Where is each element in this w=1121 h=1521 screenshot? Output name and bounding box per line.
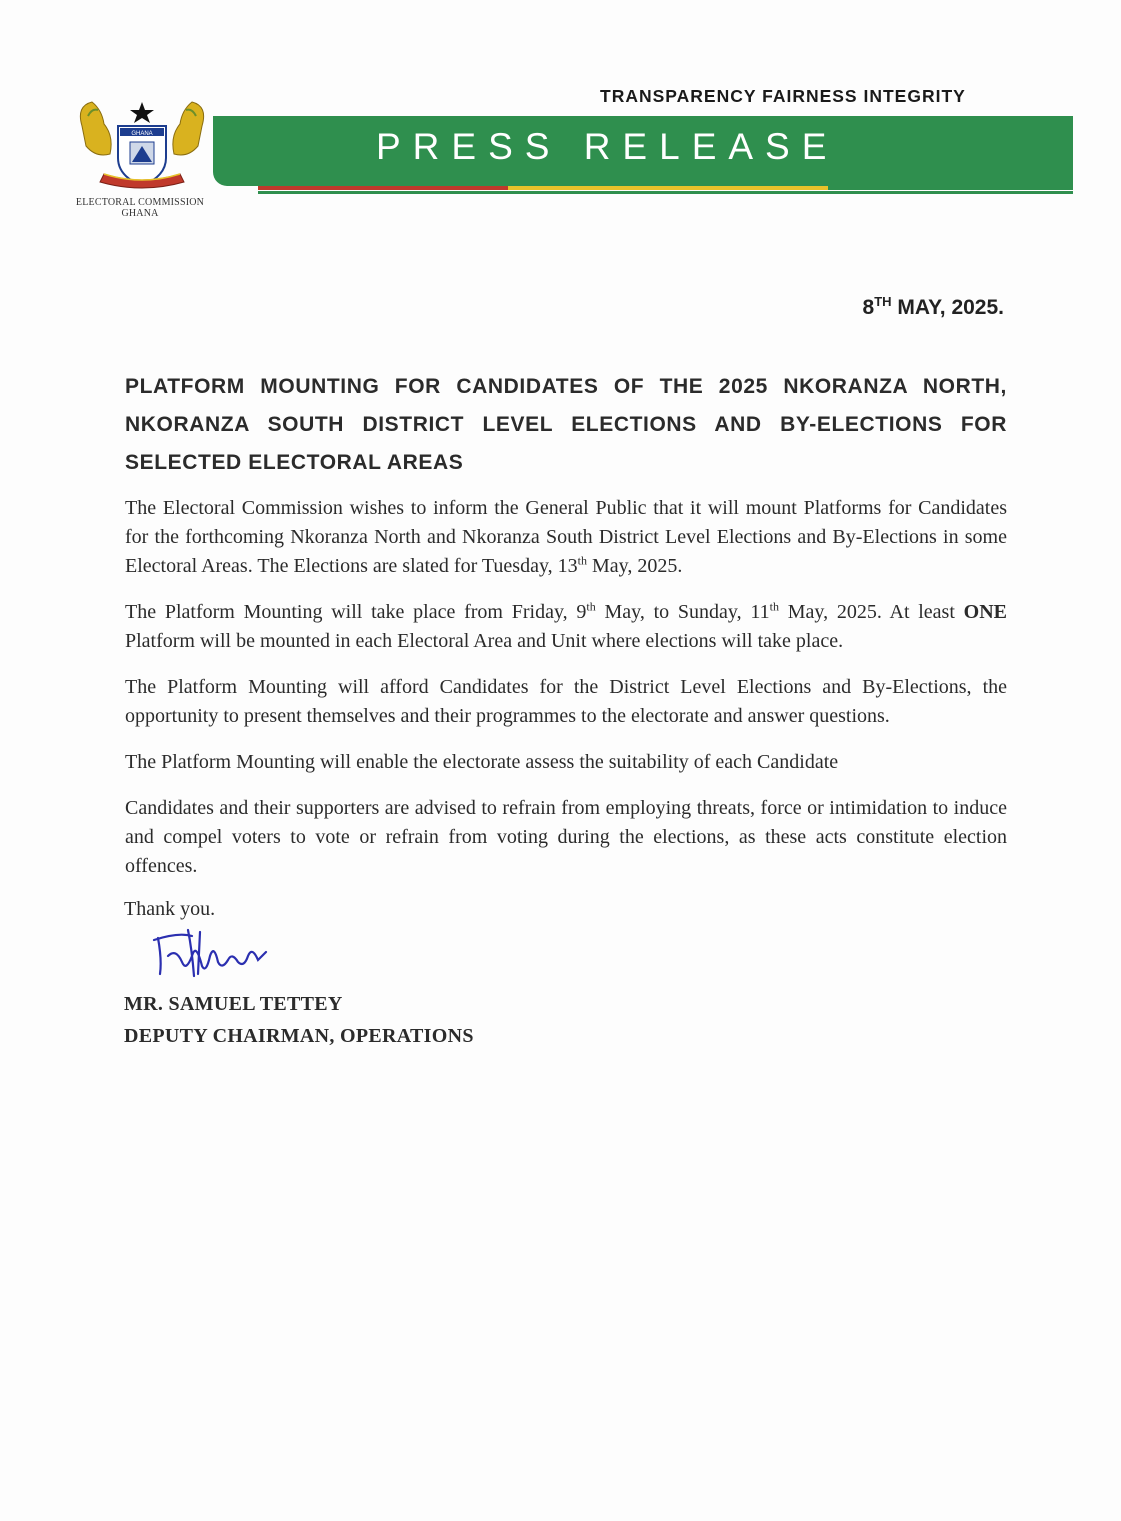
p1-text-b: May, 2025. <box>587 555 683 577</box>
crest-caption-line2: GHANA <box>121 208 159 219</box>
crest-caption-line1: ELECTORAL COMMISSION <box>75 197 205 208</box>
p1-sup: th <box>577 553 587 568</box>
stripe-gold <box>508 186 828 190</box>
p2-text-b: May, to Sunday, 11 <box>595 601 770 623</box>
press-release-banner <box>213 116 1073 186</box>
p1-text-a: The Electoral Commission wishes to inform the General Public that it will mount Platforms for Candidates for the forthcoming Nkoranza North and Nkoranza South District Level Elections and By-Elections in some Electoral Areas. The Elections are slated for Tuesday, 13 <box>125 497 1007 577</box>
date-day: 8 <box>862 296 875 319</box>
date-suffix: TH <box>874 294 892 309</box>
signer-block <box>124 988 474 1052</box>
stripe-green-top <box>828 186 1073 190</box>
banner-stripes <box>258 186 1073 196</box>
release-date <box>700 294 1004 320</box>
stripe-red <box>258 186 508 190</box>
signer-title: DEPUTY CHAIRMAN, OPERATIONS <box>124 1025 474 1047</box>
closing-thanks: Thank you. <box>124 898 216 920</box>
date-rest: MAY, 2025. <box>891 296 1004 319</box>
paragraph-3: The Platform Mounting will afford Candidates for the District Level Elections and By-Elections, the opportunity to present themselves and their programmes to the electorate and answer questions. <box>125 676 1007 727</box>
crest-caption <box>40 197 240 219</box>
paragraph-1 <box>125 494 1007 581</box>
paragraph-2 <box>125 598 1007 656</box>
paragraph-4: The Platform Mounting will enable the electorate assess the suitability of each Candidate <box>125 751 839 773</box>
crest-shield-text: GHANA <box>131 131 153 137</box>
stripe-green-bottom <box>258 191 1073 194</box>
p2-sup1: th <box>586 599 596 614</box>
banner-title: PRESS RELEASE <box>376 126 839 167</box>
signature-icon <box>148 926 278 982</box>
p2-sup2: th <box>769 599 779 614</box>
p2-text-c: May, 2025. At least <box>778 601 964 623</box>
paragraph-5: Candidates and their supporters are advised to refrain from employing threats, force or intimidation to induce and compel voters to vote or refrain from voting during the elections, as these acts constitute election offences. <box>125 797 1007 877</box>
p2-bold: ONE <box>963 601 1007 623</box>
coat-of-arms-icon <box>74 96 210 196</box>
p2-text-a: The Platform Mounting will take place from Friday, 9 <box>125 601 587 623</box>
motto: TRANSPARENCY FAIRNESS INTEGRITY <box>600 86 966 106</box>
p2-text-d: Platform will be mounted in each Electoral Area and Unit where elections will take place. <box>125 630 844 652</box>
signer-name: MR. SAMUEL TETTEY <box>124 993 343 1015</box>
release-heading: PLATFORM MOUNTING FOR CANDIDATES OF THE 2025 NKORANZA NORTH, NKORANZA SOUTH DISTRICT LEVEL ELECTIONS AND BY-ELECTIONS FOR SELECTED ELECTORAL AREAS <box>125 375 1007 474</box>
release-body <box>125 494 1007 898</box>
